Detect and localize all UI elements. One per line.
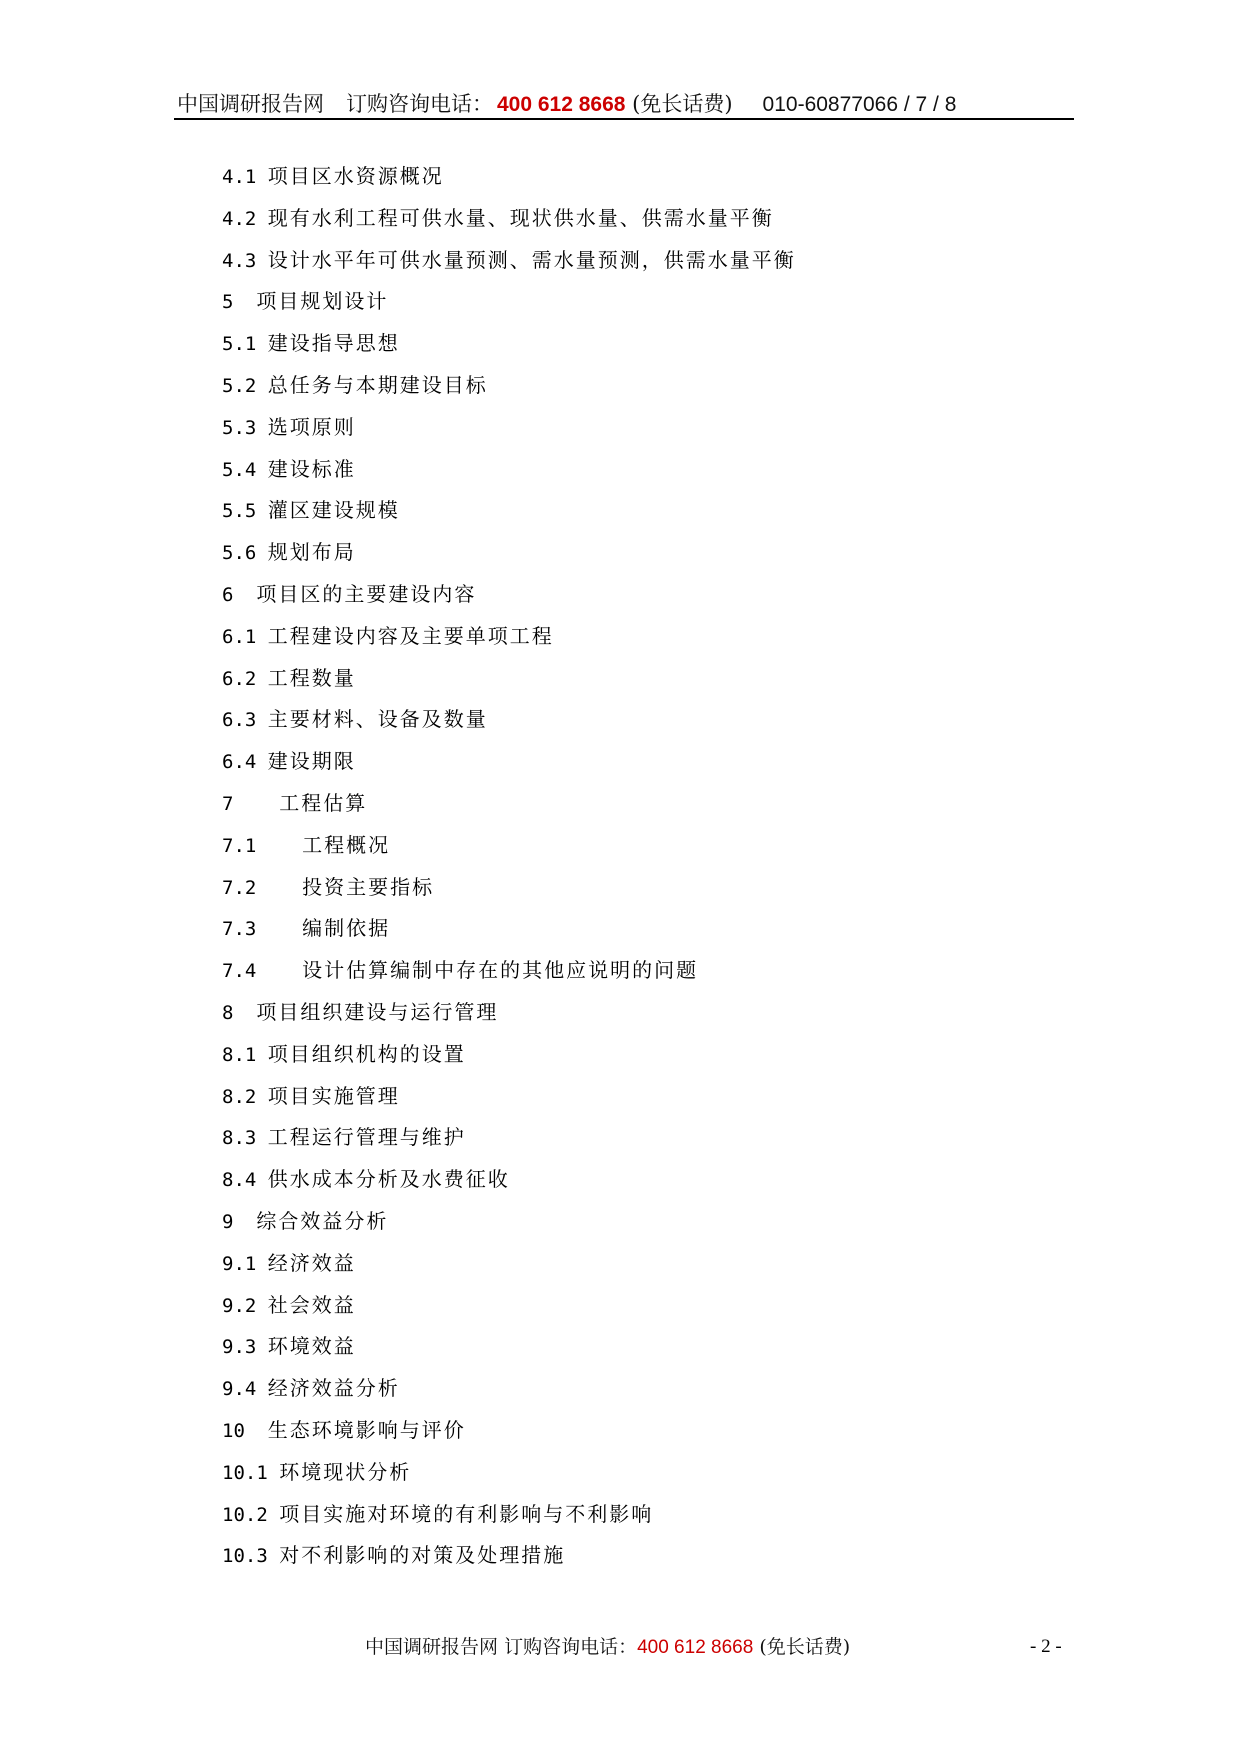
toc-entry[interactable] — [222, 576, 796, 618]
toc-entry[interactable] — [222, 1036, 796, 1078]
toc-entry[interactable] — [222, 785, 796, 827]
toc-entry-spacer — [256, 1336, 267, 1358]
toc-entry[interactable] — [222, 325, 796, 367]
toc-entry-number: 4.2 — [222, 207, 257, 230]
toc-entry-number: 5.3 — [222, 416, 257, 439]
toc-entry-title: 建设指导思想 — [267, 331, 400, 356]
toc-entry-number: 7.4 — [222, 960, 257, 983]
toc-entry-spacer — [233, 1211, 256, 1233]
toc-entry-title: 项目区的主要建设内容 — [256, 581, 477, 606]
toc-entry[interactable] — [222, 409, 796, 451]
toc-entry-spacer — [256, 1044, 267, 1066]
toc-entry-title: 项目组织建设与运行管理 — [256, 999, 499, 1024]
toc-entry[interactable] — [222, 1328, 796, 1370]
toc-entry-spacer — [256, 918, 302, 940]
toc-entry-spacer — [256, 1086, 267, 1108]
toc-entry-spacer — [256, 960, 302, 982]
toc-entry-number: 5.5 — [222, 500, 257, 523]
toc-entry-spacer — [256, 751, 267, 773]
toc-entry[interactable] — [222, 701, 796, 743]
toc-entry-number: 10.1 — [222, 1461, 268, 1484]
page-number: - 2 - — [1030, 1636, 1062, 1657]
toc-entry[interactable] — [222, 1245, 796, 1287]
toc-entry-spacer — [256, 417, 267, 439]
toc-entry[interactable] — [222, 994, 796, 1036]
toc-entry[interactable] — [222, 952, 796, 994]
toc-entry-title: 选项原则 — [267, 414, 356, 439]
toc-entry[interactable] — [222, 367, 796, 409]
toc-entry-title: 项目规划设计 — [256, 289, 389, 314]
footer-order-label: 订购咨询电话： — [504, 1636, 638, 1658]
toc-entry-spacer — [256, 166, 267, 188]
table-of-contents — [222, 158, 796, 1579]
toc-entry-number: 8.4 — [222, 1169, 257, 1192]
toc-entry-number: 9 — [222, 1210, 234, 1233]
toc-entry-spacer — [256, 1127, 267, 1149]
toc-entry-number: 9.3 — [222, 1336, 257, 1359]
toc-entry[interactable] — [222, 1161, 796, 1203]
toc-entry[interactable] — [222, 451, 796, 493]
toc-entry-spacer — [256, 1253, 267, 1275]
toc-entry[interactable] — [222, 242, 796, 284]
toc-entry-title: 环境效益 — [267, 1334, 356, 1359]
toc-entry-title: 生态环境影响与评价 — [267, 1417, 466, 1442]
footer-free-note: (免长话费) — [759, 1636, 851, 1658]
toc-entry[interactable] — [222, 1370, 796, 1412]
toc-entry-spacer — [268, 1462, 279, 1484]
toc-entry-number: 10.2 — [222, 1503, 268, 1526]
toc-entry-spacer — [256, 668, 267, 690]
toc-entry-number: 10.3 — [222, 1545, 268, 1568]
toc-entry[interactable] — [222, 200, 796, 242]
toc-entry-spacer — [233, 291, 256, 313]
toc-entry-number: 9.4 — [222, 1378, 257, 1401]
toc-entry[interactable] — [222, 869, 796, 911]
toc-entry[interactable] — [222, 1412, 796, 1454]
toc-entry[interactable] — [222, 1203, 796, 1245]
toc-entry-title: 项目实施对环境的有利影响与不利影响 — [279, 1501, 654, 1526]
toc-entry-number: 8.1 — [222, 1043, 257, 1066]
toc-entry[interactable] — [222, 827, 796, 869]
toc-entry-spacer — [256, 1169, 267, 1191]
toc-entry[interactable] — [222, 660, 796, 702]
toc-entry-spacer — [233, 793, 279, 815]
footer-phone-number[interactable]: 400 612 8668 — [637, 1637, 754, 1658]
toc-entry-number: 9.1 — [222, 1252, 257, 1275]
toc-entry[interactable] — [222, 1078, 796, 1120]
toc-entry-title: 投资主要指标 — [302, 874, 435, 899]
toc-entry-spacer — [256, 626, 267, 648]
toc-entry-number: 6.1 — [222, 625, 257, 648]
toc-entry-spacer — [256, 542, 267, 564]
toc-entry-title: 工程建设内容及主要单项工程 — [267, 623, 554, 648]
toc-entry-spacer — [256, 709, 267, 731]
toc-entry-number: 6 — [222, 583, 234, 606]
toc-entry-title: 供水成本分析及水费征收 — [267, 1167, 510, 1192]
toc-entry-title: 工程运行管理与维护 — [267, 1125, 466, 1150]
toc-entry[interactable] — [222, 910, 796, 952]
toc-entry-number: 8.2 — [222, 1085, 257, 1108]
header-divider — [174, 118, 1074, 120]
toc-entry-number: 7.3 — [222, 918, 257, 941]
toc-entry-spacer — [268, 1545, 279, 1567]
toc-entry[interactable] — [222, 158, 796, 200]
footer-site-name: 中国调研报告网 — [365, 1636, 499, 1658]
toc-entry-title: 建设期限 — [267, 749, 356, 774]
header-site-name: 中国调研报告网 — [177, 92, 324, 116]
toc-entry-spacer — [233, 1002, 256, 1024]
toc-entry[interactable] — [222, 534, 796, 576]
toc-entry-spacer — [256, 1378, 267, 1400]
toc-entry-title: 设计估算编制中存在的其他应说明的问题 — [302, 958, 699, 983]
page-footer — [365, 1632, 850, 1662]
toc-entry-spacer — [256, 1295, 267, 1317]
toc-entry-number: 6.4 — [222, 751, 257, 774]
toc-entry-spacer — [256, 459, 267, 481]
toc-entry[interactable] — [222, 1537, 796, 1579]
toc-entry-number: 9.2 — [222, 1294, 257, 1317]
toc-entry[interactable] — [222, 1119, 796, 1161]
toc-entry-spacer — [256, 877, 302, 899]
toc-entry-title: 建设标准 — [267, 456, 356, 481]
toc-entry[interactable] — [222, 283, 796, 325]
toc-entry-title: 经济效益 — [267, 1250, 356, 1275]
toc-entry-title: 环境现状分析 — [279, 1459, 412, 1484]
toc-entry-spacer — [256, 500, 267, 522]
toc-entry-title: 总任务与本期建设目标 — [267, 372, 488, 397]
toc-entry-number: 6.2 — [222, 667, 257, 690]
toc-entry-number: 10 — [222, 1419, 245, 1442]
toc-entry-spacer — [256, 835, 302, 857]
toc-entry-number: 8 — [222, 1001, 234, 1024]
toc-entry-title: 综合效益分析 — [256, 1208, 389, 1233]
toc-entry[interactable] — [222, 1496, 796, 1538]
toc-entry-spacer — [256, 333, 267, 355]
toc-entry-number: 7.1 — [222, 834, 257, 857]
toc-entry[interactable] — [222, 1454, 796, 1496]
toc-entry-title: 规划布局 — [267, 540, 356, 565]
toc-entry-title: 工程数量 — [267, 665, 356, 690]
toc-entry-title: 工程概况 — [302, 832, 391, 857]
toc-entry[interactable] — [222, 1287, 796, 1329]
page-header — [177, 88, 1077, 120]
toc-entry[interactable] — [222, 743, 796, 785]
toc-entry-number: 7 — [222, 792, 234, 815]
toc-entry-title: 项目区水资源概况 — [267, 164, 444, 188]
toc-entry-title: 项目实施管理 — [267, 1083, 400, 1108]
toc-entry-title: 设计水平年可供水量预测、需水量预测，供需水量平衡 — [267, 247, 796, 272]
toc-entry-number: 8.3 — [222, 1127, 257, 1150]
toc-entry-spacer — [256, 375, 267, 397]
toc-entry-title: 主要材料、设备及数量 — [267, 707, 488, 732]
toc-entry-number: 4.3 — [222, 249, 257, 272]
header-free-note: (免长话费) — [632, 92, 733, 116]
toc-entry-title: 工程估算 — [279, 790, 368, 815]
toc-entry-spacer — [268, 1504, 279, 1526]
toc-entry-number: 4.1 — [222, 166, 257, 188]
toc-entry-spacer — [256, 250, 267, 272]
header-order-label: 订购咨询电话： — [346, 92, 493, 116]
toc-entry-spacer — [245, 1420, 268, 1442]
toc-entry-number: 7.2 — [222, 876, 257, 899]
toc-entry-number: 5.1 — [222, 333, 257, 356]
toc-entry-title: 编制依据 — [302, 916, 391, 941]
toc-entry-spacer — [233, 584, 256, 606]
toc-entry-number: 5.2 — [222, 374, 257, 397]
toc-entry-title: 社会效益 — [267, 1292, 356, 1317]
toc-entry-title: 现有水利工程可供水量、现状供水量、供需水量平衡 — [267, 205, 774, 230]
toc-entry-title: 项目组织机构的设置 — [267, 1041, 466, 1066]
toc-entry-number: 5 — [222, 291, 234, 314]
toc-entry-title: 对不利影响的对策及处理措施 — [279, 1543, 566, 1568]
toc-entry-number: 6.3 — [222, 709, 257, 732]
toc-entry-number: 5.6 — [222, 542, 257, 565]
toc-entry-title: 灌区建设规模 — [267, 498, 400, 523]
toc-entry[interactable] — [222, 492, 796, 534]
header-phone-number[interactable]: 400 612 8668 — [497, 93, 626, 116]
toc-entry[interactable] — [222, 618, 796, 660]
toc-entry-title: 经济效益分析 — [267, 1376, 400, 1401]
header-alt-phone[interactable]: 010-60877066 / 7 / 8 — [762, 93, 957, 116]
toc-entry-number: 5.4 — [222, 458, 257, 481]
toc-entry-spacer — [256, 208, 267, 230]
